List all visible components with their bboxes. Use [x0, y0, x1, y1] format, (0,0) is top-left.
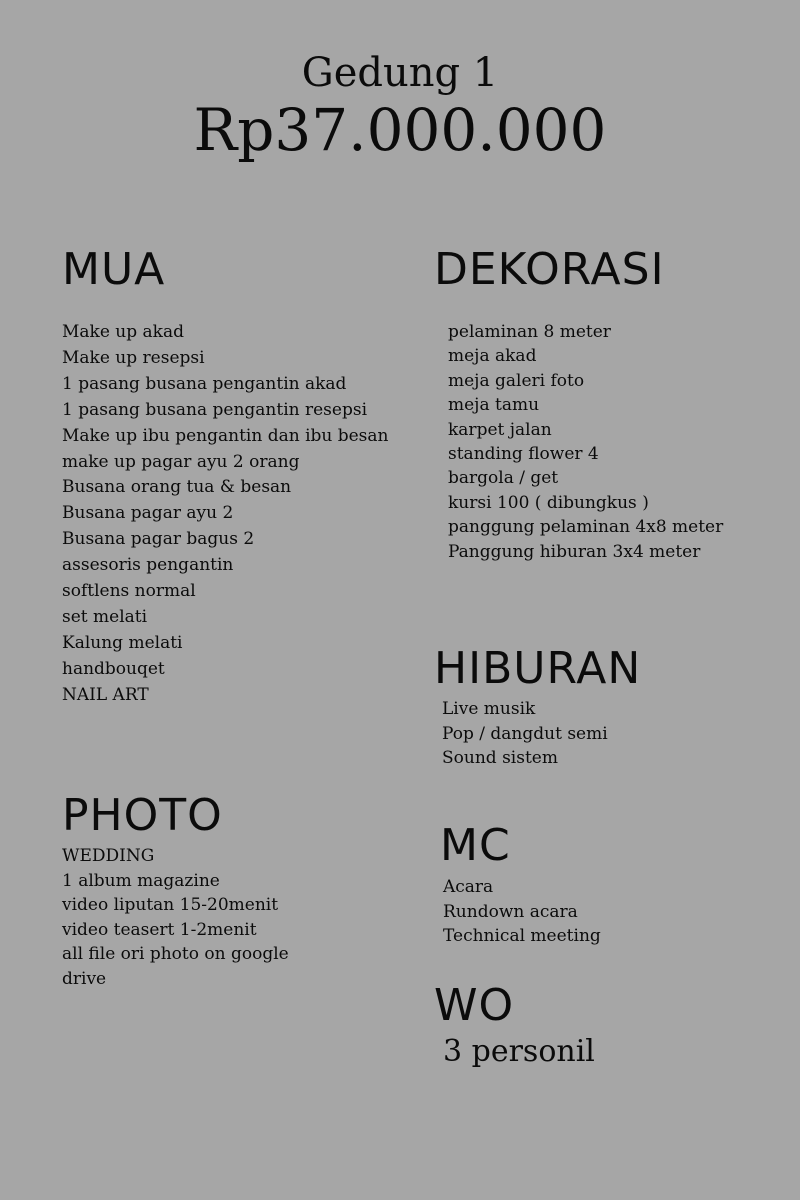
mua-item: handbouqet: [62, 658, 165, 679]
mua-item: 1 pasang busana pengantin resepsi: [62, 399, 368, 420]
photo-item: video liputan 15-20menit: [62, 895, 279, 916]
mua-item: Busana pagar ayu 2: [62, 503, 234, 524]
wo-heading: WO: [434, 980, 515, 1031]
dekorasi-item: karpet jalan: [448, 419, 552, 440]
mc-list: [443, 875, 601, 949]
photo-item: 1 album magazine: [62, 870, 220, 891]
photo-item: WEDDING: [62, 846, 155, 866]
mua-item: Kalung melati: [62, 632, 183, 653]
mua-list: [62, 320, 389, 709]
dekorasi-item: standing flower 4: [448, 444, 599, 465]
dekorasi-item: meja galeri foto: [448, 370, 585, 391]
mua-item: softlens normal: [62, 581, 196, 602]
mc-item: Acara: [443, 877, 494, 897]
mc-heading: MC: [440, 820, 511, 871]
dekorasi-item: bargola / get: [448, 468, 559, 489]
hiburan-section: [434, 645, 641, 771]
dekorasi-item: meja tamu: [448, 395, 540, 416]
mua-item: Make up ibu pengantin dan ibu besan: [62, 425, 389, 446]
venue-title: Gedung 1: [301, 50, 499, 96]
photo-item: drive: [62, 968, 107, 989]
dekorasi-item: Panggung hiburan 3x4 meter: [448, 541, 701, 562]
mua-item: 1 pasang busana pengantin akad: [62, 373, 347, 394]
mc-item: Technical meeting: [443, 926, 601, 946]
dekorasi-item: panggung pelaminan 4x8 meter: [448, 517, 724, 538]
photo-item: video teasert 1-2menit: [62, 919, 257, 940]
mua-item: set melati: [62, 606, 148, 627]
mc-item: Rundown acara: [443, 901, 578, 922]
wo-personnel-count: 3 personil: [443, 1034, 595, 1069]
package-price: Rp37.000.000: [193, 96, 607, 164]
wo-section: [434, 982, 595, 1074]
dekorasi-item: kursi 100 ( dibungkus ): [448, 492, 649, 513]
mua-heading: MUA: [62, 244, 166, 295]
hiburan-list: [442, 697, 641, 771]
hiburan-item: Live musik: [442, 699, 536, 719]
mua-section: [62, 246, 389, 709]
photo-section: [62, 792, 289, 992]
dekorasi-item: pelaminan 8 meter: [448, 322, 611, 342]
mua-item: Busana pagar bagus 2: [62, 529, 255, 550]
dekorasi-heading: DEKORASI: [434, 244, 665, 295]
mua-item: Busana orang tua & besan: [62, 477, 292, 498]
dekorasi-list: [448, 320, 723, 564]
dekorasi-item: meja akad: [448, 346, 537, 367]
mua-item: NAIL ART: [62, 684, 149, 705]
hiburan-heading: HIBURAN: [434, 643, 642, 694]
mua-item: assesoris pengantin: [62, 555, 234, 576]
hiburan-item: Sound sistem: [442, 748, 558, 768]
mua-item: make up pagar ayu 2 orang: [62, 451, 300, 472]
photo-item: all file ori photo on google: [62, 944, 289, 965]
hiburan-item: Pop / dangdut semi: [442, 723, 608, 744]
photo-list: [62, 844, 289, 992]
mua-item: Make up resepsi: [62, 347, 205, 368]
dekorasi-section: [434, 246, 723, 564]
photo-heading: PHOTO: [62, 790, 223, 841]
mc-section: [440, 822, 601, 949]
mua-item: Make up akad: [62, 322, 184, 342]
